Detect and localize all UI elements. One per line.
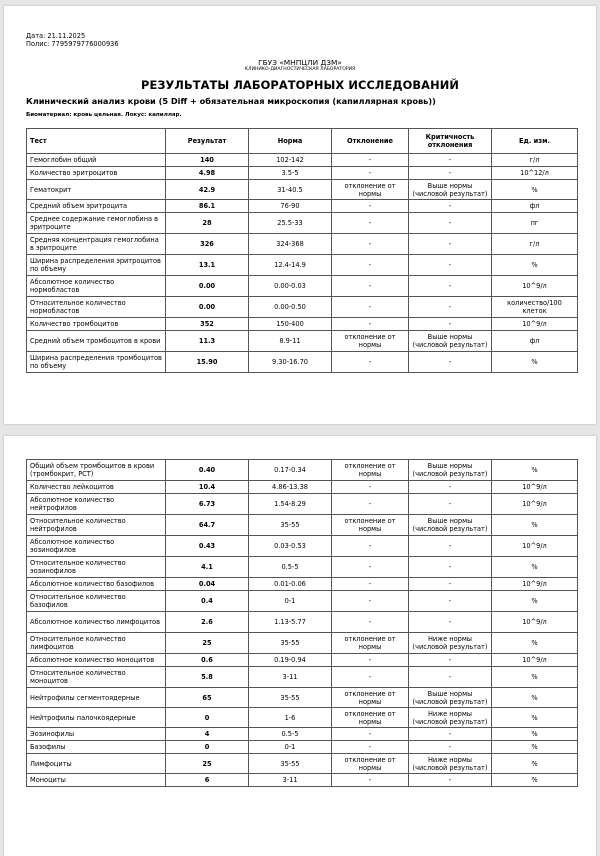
- report-date: Дата: 21.11.2025: [26, 32, 86, 40]
- cell-result: 326: [166, 234, 249, 255]
- cell-deviation: отклонение от нормы: [332, 633, 409, 654]
- cell-result: 13.1: [166, 255, 249, 276]
- cell-criticality: -: [409, 297, 492, 318]
- cell-unit: %: [492, 180, 578, 200]
- table-row: [27, 494, 578, 515]
- cell-norm: 25.5-33: [249, 213, 332, 234]
- cell-criticality: -: [409, 741, 492, 754]
- cell-norm: 35-55: [249, 688, 332, 708]
- results-table-continued: [26, 459, 578, 787]
- biomaterial-info: Биоматериал: кровь цельная. Локус: капилляр.: [26, 112, 182, 118]
- table-row: [27, 708, 578, 728]
- cell-test: Количество тромбоцитов: [27, 318, 166, 331]
- cell-deviation: -: [332, 213, 409, 234]
- table-row: [27, 481, 578, 494]
- cell-deviation: -: [332, 774, 409, 787]
- cell-result: 0.00: [166, 276, 249, 297]
- table-row: [27, 591, 578, 612]
- cell-norm: 0.03-0.53: [249, 536, 332, 557]
- cell-test: Средний объем тромбоцитов в крови: [27, 331, 166, 352]
- table-row: [27, 154, 578, 167]
- cell-result: 0.00: [166, 297, 249, 318]
- cell-norm: 0-1: [249, 591, 332, 612]
- cell-deviation: -: [332, 728, 409, 741]
- cell-deviation: -: [332, 494, 409, 515]
- col-header-deviation: Отклонение: [332, 129, 409, 154]
- cell-unit: количество/100 клеток: [492, 297, 578, 318]
- cell-criticality: -: [409, 667, 492, 688]
- cell-deviation: -: [332, 318, 409, 331]
- org-subtitle: КЛИНИКО-ДИАГНОСТИЧЕСКАЯ ЛАБОРАТОРИЯ: [244, 67, 356, 72]
- cell-test: Относительное количество нормобластов: [27, 297, 166, 318]
- cell-deviation: отклонение от нормы: [332, 754, 409, 774]
- col-header-result: Результат: [166, 129, 249, 154]
- cell-deviation: -: [332, 667, 409, 688]
- cell-criticality: -: [409, 774, 492, 787]
- cell-test: Относительное количество лимфоцитов: [27, 633, 166, 654]
- cell-unit: %: [492, 708, 578, 728]
- cell-test: Гемоглобин общий: [27, 154, 166, 167]
- cell-criticality: -: [409, 318, 492, 331]
- cell-unit: 10^9/л: [492, 612, 578, 633]
- cell-deviation: -: [332, 234, 409, 255]
- col-header-unit: Ед. изм.: [492, 129, 578, 154]
- cell-result: 2.6: [166, 612, 249, 633]
- cell-test: Лимфоциты: [27, 754, 166, 774]
- cell-deviation: -: [332, 536, 409, 557]
- table-row: [27, 255, 578, 276]
- cell-test: Относительное количество эозинофилов: [27, 557, 166, 578]
- cell-test: Ширина распределения тромбоцитов по объему: [27, 352, 166, 373]
- cell-test: Моноциты: [27, 774, 166, 787]
- table-row: [27, 318, 578, 331]
- cell-criticality: Выше нормы (числовой результат): [409, 331, 492, 352]
- table-row: [27, 515, 578, 536]
- cell-deviation: отклонение от нормы: [332, 180, 409, 200]
- cell-result: 25: [166, 633, 249, 654]
- cell-unit: %: [492, 633, 578, 654]
- cell-test: Относительное количество нейтрофилов: [27, 515, 166, 536]
- cell-criticality: -: [409, 494, 492, 515]
- cell-test: Количество эритроцитов: [27, 167, 166, 180]
- cell-test: Абсолютное количество лимфоцитов: [27, 612, 166, 633]
- cell-criticality: -: [409, 352, 492, 373]
- cell-test: Абсолютное количество нормобластов: [27, 276, 166, 297]
- cell-test: Абсолютное количество нейтрофилов: [27, 494, 166, 515]
- cell-result: 0: [166, 741, 249, 754]
- cell-deviation: -: [332, 200, 409, 213]
- cell-test: Средняя концентрация гемоглобина в эритроците: [27, 234, 166, 255]
- cell-test: Эозинофилы: [27, 728, 166, 741]
- cell-criticality: -: [409, 728, 492, 741]
- cell-test: Относительное количество базофилов: [27, 591, 166, 612]
- cell-test: Нейтрофилы сегментоядерные: [27, 688, 166, 708]
- cell-unit: г/л: [492, 234, 578, 255]
- table-row: [27, 180, 578, 200]
- table-row: [27, 234, 578, 255]
- cell-result: 10.4: [166, 481, 249, 494]
- cell-result: 86.1: [166, 200, 249, 213]
- cell-unit: 10^9/л: [492, 318, 578, 331]
- cell-criticality: -: [409, 213, 492, 234]
- cell-criticality: Выше нормы (числовой результат): [409, 515, 492, 536]
- cell-unit: 10^9/л: [492, 536, 578, 557]
- cell-unit: 10^12/л: [492, 167, 578, 180]
- cell-deviation: -: [332, 154, 409, 167]
- cell-norm: 4.86-13.38: [249, 481, 332, 494]
- cell-unit: %: [492, 741, 578, 754]
- cell-deviation: -: [332, 654, 409, 667]
- cell-unit: 10^9/л: [492, 654, 578, 667]
- cell-criticality: -: [409, 654, 492, 667]
- report-page-1: [4, 6, 596, 424]
- cell-result: 0.43: [166, 536, 249, 557]
- table-row: [27, 774, 578, 787]
- cell-norm: 0.5-5: [249, 728, 332, 741]
- cell-norm: 8.9-11: [249, 331, 332, 352]
- cell-test: Ширина распределения эритроцитов по объему: [27, 255, 166, 276]
- cell-norm: 0.17-0.34: [249, 460, 332, 481]
- cell-deviation: отклонение от нормы: [332, 460, 409, 481]
- cell-norm: 9.30-16.70: [249, 352, 332, 373]
- report-page-2: [4, 436, 596, 856]
- cell-unit: фл: [492, 200, 578, 213]
- cell-deviation: -: [332, 167, 409, 180]
- cell-test: Общий объем тромбоцитов в крови (тромбокрит, PCT): [27, 460, 166, 481]
- cell-norm: 3.5-5: [249, 167, 332, 180]
- table-row: [27, 741, 578, 754]
- cell-result: 140: [166, 154, 249, 167]
- cell-norm: 0.00-0.50: [249, 297, 332, 318]
- cell-norm: 1-6: [249, 708, 332, 728]
- table-row: [27, 688, 578, 708]
- cell-test: Абсолютное количество эозинофилов: [27, 536, 166, 557]
- cell-test: Средний объем эритроцита: [27, 200, 166, 213]
- cell-unit: %: [492, 591, 578, 612]
- table-row: [27, 557, 578, 578]
- table-row: [27, 276, 578, 297]
- cell-test: Количество лейкоцитов: [27, 481, 166, 494]
- cell-norm: 76-90: [249, 200, 332, 213]
- table-row: [27, 754, 578, 774]
- cell-norm: 102-142: [249, 154, 332, 167]
- cell-result: 15.90: [166, 352, 249, 373]
- cell-norm: 35-55: [249, 633, 332, 654]
- cell-criticality: Ниже нормы (числовой результат): [409, 633, 492, 654]
- cell-criticality: -: [409, 234, 492, 255]
- cell-deviation: отклонение от нормы: [332, 688, 409, 708]
- cell-unit: %: [492, 352, 578, 373]
- page-title: РЕЗУЛЬТАТЫ ЛАБОРАТОРНЫХ ИССЛЕДОВАНИЙ: [141, 78, 459, 92]
- cell-result: 28: [166, 213, 249, 234]
- table-row: [27, 654, 578, 667]
- cell-test: Абсолютное количество базофилов: [27, 578, 166, 591]
- cell-unit: 10^9/л: [492, 276, 578, 297]
- cell-unit: г/л: [492, 154, 578, 167]
- cell-unit: 10^9/л: [492, 494, 578, 515]
- cell-criticality: Ниже нормы (числовой результат): [409, 708, 492, 728]
- cell-result: 11.3: [166, 331, 249, 352]
- cell-unit: %: [492, 774, 578, 787]
- cell-unit: пг: [492, 213, 578, 234]
- cell-unit: 10^9/л: [492, 578, 578, 591]
- results-table: [26, 128, 578, 373]
- cell-deviation: -: [332, 591, 409, 612]
- analysis-title: Клинический анализ крови (5 Diff + обязательная микроскопия (капиллярная кровь)): [26, 96, 436, 106]
- cell-deviation: -: [332, 741, 409, 754]
- cell-test: Относительное количество моноцитов: [27, 667, 166, 688]
- cell-criticality: -: [409, 612, 492, 633]
- cell-criticality: -: [409, 481, 492, 494]
- cell-unit: 10^9/л: [492, 481, 578, 494]
- cell-test: Среднее содержание гемоглобина в эритроците: [27, 213, 166, 234]
- cell-deviation: -: [332, 255, 409, 276]
- cell-norm: 0-1: [249, 741, 332, 754]
- cell-result: 6.73: [166, 494, 249, 515]
- cell-result: 5.8: [166, 667, 249, 688]
- col-header-criticality: Критичность отклонения: [409, 129, 492, 154]
- cell-norm: 3-11: [249, 667, 332, 688]
- cell-criticality: -: [409, 167, 492, 180]
- cell-deviation: -: [332, 578, 409, 591]
- table-row: [27, 200, 578, 213]
- cell-test: Нейтрофилы палочкоядерные: [27, 708, 166, 728]
- cell-criticality: -: [409, 154, 492, 167]
- cell-norm: 324-368: [249, 234, 332, 255]
- cell-deviation: -: [332, 612, 409, 633]
- cell-norm: 0.19-0.94: [249, 654, 332, 667]
- cell-criticality: Ниже нормы (числовой результат): [409, 754, 492, 774]
- cell-result: 0: [166, 708, 249, 728]
- cell-result: 6: [166, 774, 249, 787]
- cell-norm: 0.5-5: [249, 557, 332, 578]
- cell-criticality: -: [409, 255, 492, 276]
- cell-deviation: -: [332, 352, 409, 373]
- cell-deviation: -: [332, 557, 409, 578]
- cell-result: 0.6: [166, 654, 249, 667]
- cell-norm: 35-55: [249, 515, 332, 536]
- cell-test: Базофилы: [27, 741, 166, 754]
- cell-deviation: отклонение от нормы: [332, 515, 409, 536]
- cell-criticality: -: [409, 591, 492, 612]
- cell-norm: 0.00-0.03: [249, 276, 332, 297]
- cell-criticality: Выше нормы (числовой результат): [409, 180, 492, 200]
- cell-criticality: -: [409, 536, 492, 557]
- cell-unit: %: [492, 688, 578, 708]
- cell-result: 25: [166, 754, 249, 774]
- table-row: [27, 167, 578, 180]
- cell-result: 64.7: [166, 515, 249, 536]
- cell-deviation: -: [332, 481, 409, 494]
- table-row: [27, 667, 578, 688]
- col-header-norm: Норма: [249, 129, 332, 154]
- cell-deviation: -: [332, 297, 409, 318]
- cell-result: 0.40: [166, 460, 249, 481]
- cell-unit: %: [492, 255, 578, 276]
- table-row: [27, 331, 578, 352]
- cell-result: 352: [166, 318, 249, 331]
- cell-norm: 35-55: [249, 754, 332, 774]
- cell-unit: %: [492, 557, 578, 578]
- table-row: [27, 728, 578, 741]
- cell-criticality: -: [409, 276, 492, 297]
- table-row: [27, 536, 578, 557]
- cell-result: 4.1: [166, 557, 249, 578]
- cell-unit: %: [492, 515, 578, 536]
- cell-unit: %: [492, 728, 578, 741]
- cell-result: 4: [166, 728, 249, 741]
- cell-norm: 150-400: [249, 318, 332, 331]
- col-header-test: Тест: [27, 129, 166, 154]
- cell-criticality: Выше нормы (числовой результат): [409, 688, 492, 708]
- cell-test: Абсолютное количество моноцитов: [27, 654, 166, 667]
- cell-test: Гематокрит: [27, 180, 166, 200]
- cell-unit: %: [492, 667, 578, 688]
- cell-criticality: -: [409, 578, 492, 591]
- policy-number: Полис: 7795979776000936: [26, 40, 119, 48]
- cell-norm: 1.13-5.77: [249, 612, 332, 633]
- cell-unit: фл: [492, 331, 578, 352]
- cell-norm: 31-40.5: [249, 180, 332, 200]
- cell-norm: 1.54-8.29: [249, 494, 332, 515]
- table-row: [27, 612, 578, 633]
- cell-norm: 12.4-14.9: [249, 255, 332, 276]
- table-row: [27, 633, 578, 654]
- cell-criticality: -: [409, 200, 492, 213]
- cell-result: 42.9: [166, 180, 249, 200]
- table-row: [27, 352, 578, 373]
- table-row: [27, 213, 578, 234]
- table-row: [27, 578, 578, 591]
- cell-unit: %: [492, 754, 578, 774]
- table-header-row: [27, 129, 578, 154]
- cell-criticality: -: [409, 557, 492, 578]
- cell-result: 0.4: [166, 591, 249, 612]
- table-row: [27, 297, 578, 318]
- cell-deviation: отклонение от нормы: [332, 708, 409, 728]
- cell-criticality: Выше нормы (числовой результат): [409, 460, 492, 481]
- cell-result: 0.04: [166, 578, 249, 591]
- cell-deviation: -: [332, 276, 409, 297]
- cell-result: 65: [166, 688, 249, 708]
- cell-deviation: отклонение от нормы: [332, 331, 409, 352]
- cell-norm: 3-11: [249, 774, 332, 787]
- cell-unit: %: [492, 460, 578, 481]
- org-name: ГБУЗ «МНПЦЛИ ДЗМ»: [258, 58, 342, 67]
- cell-result: 4.98: [166, 167, 249, 180]
- cell-norm: 0.01-0.06: [249, 578, 332, 591]
- table-row: [27, 460, 578, 481]
